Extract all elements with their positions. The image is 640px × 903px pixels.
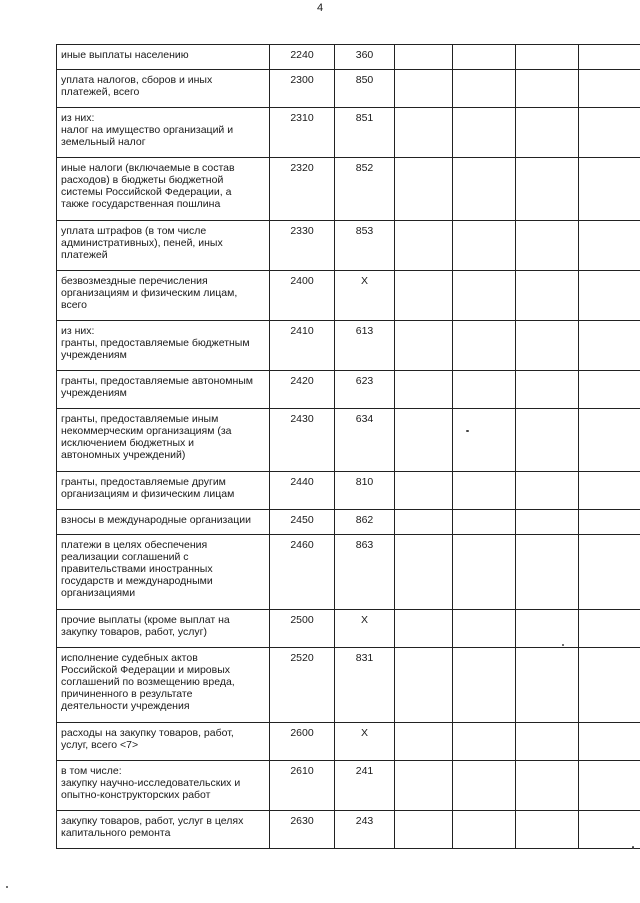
- table-row: [57, 723, 640, 761]
- table-body: [57, 45, 640, 849]
- row-name-cell: [57, 761, 270, 811]
- row-name: уплата налогов, сборов и иных платежей, всего: [61, 74, 213, 98]
- kbk-code: X: [360, 614, 368, 626]
- kbk-code-cell: [335, 108, 395, 158]
- value-cell: [395, 321, 453, 371]
- kbk-code-cell: [335, 45, 395, 70]
- value-cell: [516, 535, 579, 610]
- value-cell: [453, 321, 516, 371]
- scan-speck: [466, 430, 469, 432]
- row-name: платежи в целях обеспечения реализации соглашений с правительствами иностранных государств и международными организациями: [61, 539, 213, 599]
- value-cell: [579, 321, 640, 371]
- table-row: [57, 610, 640, 648]
- value-cell: [516, 472, 579, 510]
- value-cell: [579, 108, 640, 158]
- row-name-cell: [57, 811, 270, 849]
- line-code: 2520: [290, 652, 314, 664]
- value-cell: [516, 321, 579, 371]
- value-cell: [579, 70, 640, 108]
- value-cell: [516, 761, 579, 811]
- value-cell: [453, 648, 516, 723]
- row-name-cell: [57, 535, 270, 610]
- line-code-cell: [270, 321, 335, 371]
- table-row: [57, 811, 640, 849]
- table-row: [57, 472, 640, 510]
- row-name: из них: налог на имущество организаций и земельный налог: [61, 112, 234, 148]
- scan-speck: [6, 886, 8, 888]
- line-code: 2610: [290, 765, 314, 777]
- value-cell: [516, 271, 579, 321]
- row-name-cell: [57, 70, 270, 108]
- kbk-code-cell: [335, 371, 395, 409]
- scan-speck: [632, 846, 634, 849]
- kbk-code: 243: [355, 815, 374, 827]
- table-row: [57, 108, 640, 158]
- line-code: 2240: [290, 49, 314, 61]
- value-cell: [453, 535, 516, 610]
- kbk-code-cell: [335, 70, 395, 108]
- row-name-cell: [57, 648, 270, 723]
- value-cell: [579, 45, 640, 70]
- value-cell: [395, 409, 453, 472]
- value-cell: [453, 761, 516, 811]
- line-code-cell: [270, 472, 335, 510]
- value-cell: [395, 535, 453, 610]
- value-cell: [453, 409, 516, 472]
- value-cell: [516, 158, 579, 221]
- row-name: гранты, предоставляемые иным некоммерческим организациям (за исключением бюджетных и автономных учреждений): [61, 413, 232, 461]
- value-cell: [516, 648, 579, 723]
- table-row: [57, 221, 640, 271]
- line-code-cell: [270, 70, 335, 108]
- table-row: [57, 158, 640, 221]
- line-code: 2420: [290, 375, 314, 387]
- value-cell: [453, 610, 516, 648]
- row-name-cell: [57, 271, 270, 321]
- line-code-cell: [270, 723, 335, 761]
- value-cell: [579, 371, 640, 409]
- row-name-cell: [57, 108, 270, 158]
- line-code: 2460: [290, 539, 314, 551]
- table-row: [57, 321, 640, 371]
- row-name: из них: гранты, предоставляемые бюджетным учреждениям: [61, 325, 250, 361]
- line-code: 2300: [290, 74, 314, 86]
- kbk-code: X: [360, 275, 368, 287]
- value-cell: [579, 221, 640, 271]
- row-name-cell: [57, 45, 270, 70]
- value-cell: [579, 158, 640, 221]
- row-name-cell: [57, 371, 270, 409]
- value-cell: [516, 811, 579, 849]
- value-cell: [579, 811, 640, 849]
- kbk-code-cell: [335, 648, 395, 723]
- value-cell: [453, 723, 516, 761]
- line-code: 2330: [290, 225, 314, 237]
- value-cell: [453, 811, 516, 849]
- line-code: 2440: [290, 476, 314, 488]
- line-code-cell: [270, 108, 335, 158]
- value-cell: [453, 371, 516, 409]
- kbk-code-cell: [335, 409, 395, 472]
- kbk-code-cell: [335, 221, 395, 271]
- line-code: 2430: [290, 413, 314, 425]
- kbk-code-cell: [335, 723, 395, 761]
- kbk-code-cell: [335, 761, 395, 811]
- table-row: [57, 535, 640, 610]
- line-code: 2310: [290, 112, 314, 124]
- kbk-code: 851: [355, 112, 374, 124]
- row-name: расходы на закупку товаров, работ, услуг, всего <7>: [61, 727, 234, 751]
- table-row: [57, 409, 640, 472]
- row-name: уплата штрафов (в том числе административных), пеней, иных платежей: [61, 225, 223, 261]
- value-cell: [579, 271, 640, 321]
- kbk-code-cell: [335, 535, 395, 610]
- value-cell: [395, 45, 453, 70]
- table-row: [57, 648, 640, 723]
- value-cell: [516, 723, 579, 761]
- kbk-code: 623: [355, 375, 374, 387]
- table-row: [57, 70, 640, 108]
- value-cell: [453, 108, 516, 158]
- value-cell: [395, 108, 453, 158]
- value-cell: [395, 472, 453, 510]
- row-name-cell: [57, 409, 270, 472]
- value-cell: [453, 45, 516, 70]
- value-cell: [395, 723, 453, 761]
- value-cell: [579, 409, 640, 472]
- value-cell: [453, 510, 516, 535]
- kbk-code: 863: [355, 539, 374, 551]
- kbk-code: 852: [355, 162, 374, 174]
- value-cell: [516, 45, 579, 70]
- value-cell: [516, 409, 579, 472]
- value-cell: [395, 221, 453, 271]
- value-cell: [579, 761, 640, 811]
- value-cell: [516, 510, 579, 535]
- row-name: закупку товаров, работ, услуг в целях капитального ремонта: [61, 815, 244, 839]
- row-name: прочие выплаты (кроме выплат на закупку товаров, работ, услуг): [61, 614, 230, 638]
- kbk-code: 831: [355, 652, 374, 664]
- value-cell: [453, 70, 516, 108]
- row-name-cell: [57, 472, 270, 510]
- expenditure-table: [56, 44, 640, 849]
- kbk-code-cell: [335, 158, 395, 221]
- line-code-cell: [270, 409, 335, 472]
- kbk-code-cell: [335, 271, 395, 321]
- line-code-cell: [270, 648, 335, 723]
- value-cell: [453, 271, 516, 321]
- line-code-cell: [270, 158, 335, 221]
- row-name-cell: [57, 723, 270, 761]
- row-name: гранты, предоставляемые автономным учреждениям: [61, 375, 254, 399]
- value-cell: [395, 158, 453, 221]
- table-row: [57, 510, 640, 535]
- row-name: безвозмездные перечисления организациям и физическим лицам, всего: [61, 275, 238, 311]
- kbk-code: 360: [355, 49, 374, 61]
- kbk-code: 810: [355, 476, 374, 488]
- row-name-cell: [57, 510, 270, 535]
- value-cell: [516, 70, 579, 108]
- row-name-cell: [57, 158, 270, 221]
- value-cell: [395, 271, 453, 321]
- row-name: в том числе: закупку научно-исследовательских и опытно-конструкторских работ: [61, 765, 241, 801]
- line-code-cell: [270, 761, 335, 811]
- table-row: [57, 761, 640, 811]
- kbk-code-cell: [335, 472, 395, 510]
- table-row: [57, 271, 640, 321]
- line-code-cell: [270, 535, 335, 610]
- value-cell: [453, 472, 516, 510]
- line-code: 2320: [290, 162, 314, 174]
- value-cell: [516, 371, 579, 409]
- value-cell: [579, 535, 640, 610]
- kbk-code-cell: [335, 610, 395, 648]
- kbk-code: X: [360, 727, 368, 739]
- line-code-cell: [270, 811, 335, 849]
- value-cell: [453, 221, 516, 271]
- row-name: иные выплаты населению: [61, 49, 189, 61]
- value-cell: [395, 371, 453, 409]
- kbk-code: 241: [355, 765, 374, 777]
- table-row: [57, 371, 640, 409]
- value-cell: [395, 811, 453, 849]
- value-cell: [453, 158, 516, 221]
- line-code-cell: [270, 610, 335, 648]
- value-cell: [395, 510, 453, 535]
- kbk-code: 862: [355, 514, 374, 526]
- line-code: 2450: [290, 514, 314, 526]
- row-name-cell: [57, 610, 270, 648]
- value-cell: [395, 70, 453, 108]
- value-cell: [516, 221, 579, 271]
- page-number: 4: [316, 2, 324, 14]
- value-cell: [395, 610, 453, 648]
- row-name: исполнение судебных актов Российской Федерации и мировых соглашений по возмещению вреда, причиненного в результате деятельности учреждения: [61, 652, 235, 712]
- value-cell: [579, 610, 640, 648]
- kbk-code-cell: [335, 510, 395, 535]
- line-code-cell: [270, 221, 335, 271]
- line-code: 2500: [290, 614, 314, 626]
- value-cell: [579, 648, 640, 723]
- line-code-cell: [270, 45, 335, 70]
- value-cell: [579, 723, 640, 761]
- table-row: [57, 45, 640, 70]
- kbk-code-cell: [335, 321, 395, 371]
- value-cell: [516, 610, 579, 648]
- kbk-code-cell: [335, 811, 395, 849]
- kbk-code: 613: [355, 325, 374, 337]
- value-cell: [395, 648, 453, 723]
- line-code-cell: [270, 271, 335, 321]
- kbk-code: 850: [355, 74, 374, 86]
- value-cell: [579, 472, 640, 510]
- line-code: 2410: [290, 325, 314, 337]
- row-name: гранты, предоставляемые другим организациям и физическим лицам: [61, 476, 235, 500]
- line-code-cell: [270, 510, 335, 535]
- row-name-cell: [57, 221, 270, 271]
- scan-speck: [562, 644, 564, 646]
- line-code-cell: [270, 371, 335, 409]
- kbk-code: 853: [355, 225, 374, 237]
- line-code: 2600: [290, 727, 314, 739]
- line-code: 2630: [290, 815, 314, 827]
- row-name: взносы в международные организации: [61, 514, 251, 526]
- value-cell: [579, 510, 640, 535]
- line-code: 2400: [290, 275, 314, 287]
- value-cell: [395, 761, 453, 811]
- row-name-cell: [57, 321, 270, 371]
- value-cell: [516, 108, 579, 158]
- row-name: иные налоги (включаемые в состав расходов) в бюджеты бюджетной системы Российской Федерации, а также государственная пошлина: [61, 162, 235, 210]
- kbk-code: 634: [355, 413, 374, 425]
